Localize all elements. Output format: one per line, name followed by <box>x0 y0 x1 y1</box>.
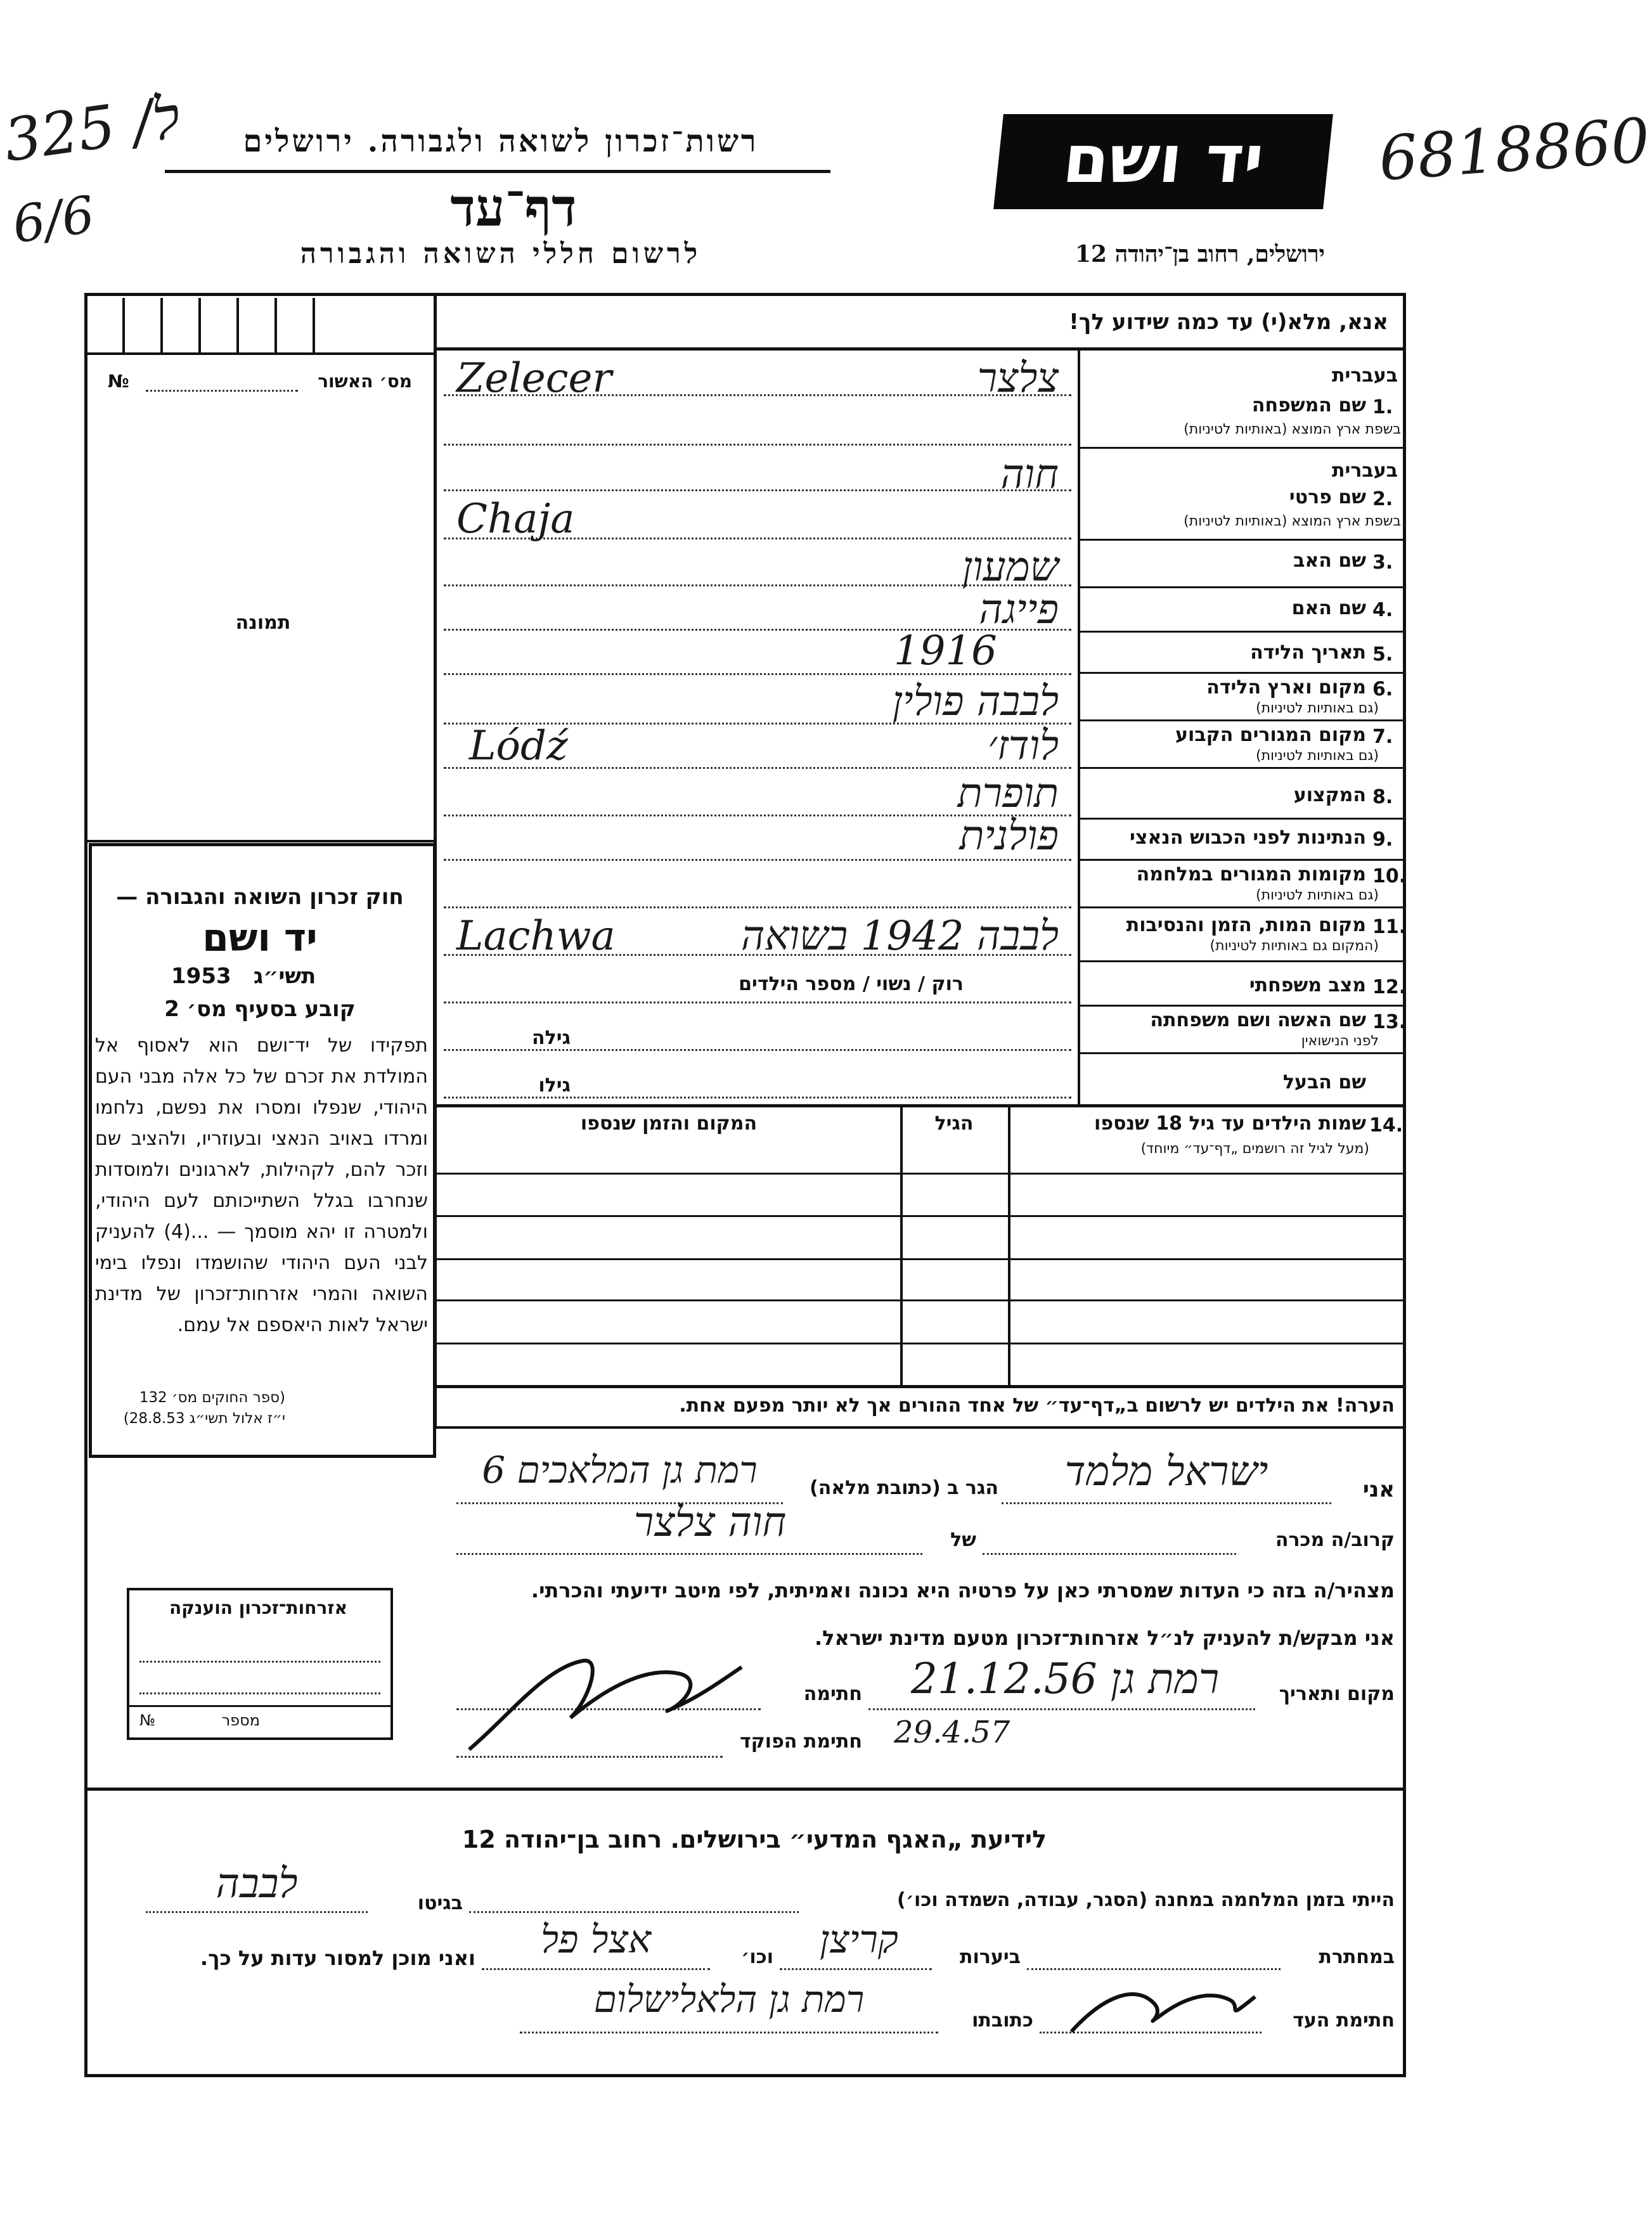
field-13-label: שם האשה ושם משפחתה <box>1150 1009 1366 1031</box>
archive-ghetto-label: בגיטו <box>417 1892 463 1914</box>
law-clause: קובע בסעיף מס׳ 2 <box>164 996 356 1022</box>
field-7-num: 7. <box>1372 726 1393 748</box>
children-col-place: המקום והזמן שנספו <box>580 1112 758 1135</box>
field-7-label: מקום המגורים הקבוע <box>1175 724 1366 746</box>
field-4-num: 4. <box>1372 599 1393 621</box>
officer-signature-label: חתימת הפוקד <box>740 1730 862 1753</box>
form-subtitle: לרשום חללי השואה והגבורה <box>300 238 702 270</box>
field-13-sub: לפני הנישואין <box>1301 1033 1379 1049</box>
archive-title: לידיעת „האגף המדעי״ בירושלים. רחוב בן־יהודה 12 <box>461 1826 1047 1853</box>
archive-and-value: אצל פל <box>540 1917 652 1962</box>
field-2-latin-value: Chaja <box>456 496 575 543</box>
place-date-label: מקום ותאריך <box>1279 1683 1395 1705</box>
field-3-value: שמעון <box>962 544 1059 591</box>
request-text: אני מבקש/ת להעניק לנ״ל אזרחות־זכרון מטעם מדינת ישראל. <box>815 1626 1395 1650</box>
field-5-value: 1916 <box>894 628 997 674</box>
field-2-label: שם פרטי <box>1289 486 1366 508</box>
field-7-latin-value: Lódź <box>469 723 568 770</box>
citizenship-number-label: מספר <box>221 1711 260 1729</box>
field-1-latin-value: Zelecer <box>456 355 612 402</box>
law-year-hebrew: תשי״ג <box>254 963 316 989</box>
field-11-latin-value: Lachwa <box>456 913 616 960</box>
signature-label: חתימה <box>803 1683 862 1705</box>
field-8-num: 8. <box>1372 786 1393 808</box>
address: ירושלים, רחוב בן־יהודה 12 <box>1074 241 1325 267</box>
law-name: יד ושם <box>202 916 318 960</box>
field-11-sub: (המקום גם באותיות לטיניות) <box>1210 938 1379 954</box>
photo-label: תמונה <box>235 612 291 634</box>
field-6-value: לבבה פולין <box>892 678 1059 725</box>
approval-number-sign: № <box>108 371 129 392</box>
field-10-label: מקומות המגורים במלחמה <box>1136 863 1366 886</box>
children-title: שמות הילדים עד גיל 18 שנספו <box>1094 1112 1366 1135</box>
field-9-label: הנתינות לפני הכבוש הנאצי <box>1130 827 1366 849</box>
declarant-of-name: חוה צלצר <box>633 1499 787 1546</box>
citizenship-number-sign: № <box>139 1711 155 1729</box>
field-8-label: המקצוע <box>1293 784 1366 806</box>
field-12-options: רוק / נשוי / מספר הילדים <box>739 973 964 995</box>
archive-underground-label: במחתרת <box>1319 1946 1395 1968</box>
field-6-sub: (גם באותיות לטיניות) <box>1256 700 1379 716</box>
declarant-address: רמת גן המלאכים 6 <box>482 1448 758 1492</box>
field-2-hebrew-value: חוה <box>1000 451 1059 498</box>
declaration-text: מצהיר/ה בזה כי העדות שמסרתי כאן על פרטיה היא נכונה ואמיתית, לפי מיטב ידיעתי והכרתי. <box>531 1578 1395 1602</box>
law-box <box>89 843 436 1458</box>
field-1-num: 1. <box>1372 396 1393 418</box>
field-1-hebrew-value: צלצר <box>977 355 1059 402</box>
witness-signature <box>1065 1971 1268 2041</box>
law-text: תפקידו של יד־ושם הוא לאסוף אל המולדת את זכרם של כל אלה מבני העם היהודי, שנפלו ומסרו את נפשם, נלחמו ומרדו באויב הנאצי ובעוזריו, ולהציב שם וזכר להם, לקהילות, לארגונים ולמוסדות שנחרבו בגלל השתייכותם לעם היהודי, ולמטרה זו יהא מוסמך — ...(4) להעניק לבני העם היהודי שהושמדו ונפלו בימי השואה והמרי אזרחות־זכרון של מדינת ישראל לאות היאספם אל עמם. <box>95 1034 428 1336</box>
law-year: 1953 <box>171 963 231 989</box>
declarant-residing-label: הגר ב (כתובת מלאה) <box>809 1477 998 1499</box>
husband-age-label: גילו <box>538 1074 571 1097</box>
archive-ready-label: ואני מוכן למסור עדות על כך. <box>200 1946 475 1970</box>
note: הערה! את הילדים יש לרשום ב„דף־עד״ של אחד ההורים אך לא יותר מפעם אחת. <box>679 1395 1395 1417</box>
field-1-in-hebrew: בעברית <box>1332 364 1398 387</box>
field-11-hebrew-value: לבבה 1942 בשואה <box>740 913 1059 960</box>
field-12-label: מצב משפחתי <box>1249 974 1366 996</box>
field-5-num: 5. <box>1372 643 1393 666</box>
declarant-relative-label: קרוב/ה מכרה <box>1275 1529 1395 1551</box>
field-8-value: תופרת <box>957 770 1059 817</box>
field-4-label: שם האם <box>1291 597 1366 619</box>
field-12-num: 12. <box>1372 976 1407 998</box>
declarant-i-label: אני <box>1362 1477 1395 1502</box>
field-1-label: שם המשפחה <box>1251 394 1366 416</box>
margin-note-top-right: 6818860 <box>1376 105 1652 195</box>
field-3-num: 3. <box>1372 551 1393 574</box>
form-title: דף־עד <box>450 177 577 238</box>
field-5-label: תאריך הלידה <box>1250 641 1366 664</box>
archive-address-value: רמת גן הלאלישלום <box>593 1978 865 2021</box>
archive-address-label: כתובתו <box>972 2009 1033 2032</box>
citizenship-title: אזרחות־זכרון הוענקה <box>169 1597 347 1618</box>
field-7-value: לודז׳ <box>988 723 1059 770</box>
logo <box>993 114 1333 209</box>
field-11-label: מקום המות, הזמן והנסיבות <box>1126 914 1366 936</box>
children-col-age: הגיל <box>934 1112 974 1135</box>
org-line: רשות־זכרון לשואה ולגבורה. ירושלים <box>243 124 759 159</box>
field-6-label: מקום וארץ הלידה <box>1206 676 1366 699</box>
archive-camp-label: הייתי בזמן המלחמה במחנה (הסגר, עבודה, השמדה וכו׳) <box>897 1889 1395 1911</box>
field-11-num: 11. <box>1372 916 1407 938</box>
field-6-num: 6. <box>1372 678 1393 700</box>
place-date-value: רמת גן 21.12.56 <box>910 1654 1220 1703</box>
field-2-sub: בשפת ארץ המוצא (באותיות לטיניות) <box>1184 513 1401 529</box>
archive-and-label: וכו׳ <box>741 1946 773 1968</box>
field-13-num: 13. <box>1372 1011 1407 1033</box>
field-9-value: פולנית <box>959 813 1059 860</box>
archive-forest-value: קריצן <box>819 1917 899 1962</box>
declarant-signature <box>456 1642 754 1762</box>
law-source-1: (ספר החוקים מס׳ 132 <box>139 1389 285 1406</box>
field-2-in-hebrew: בעברית <box>1332 460 1398 482</box>
logo-text: יד ושם <box>1059 120 1268 198</box>
field-7-sub: (גם באותיות לטיניות) <box>1256 748 1379 764</box>
law-source-2: י״ז אלול תשי״ג 28.8.53) <box>123 1410 285 1427</box>
husband-label: שם הבעל <box>1282 1071 1366 1093</box>
officer-date: 29.4.57 <box>894 1715 1010 1750</box>
declarant-of-label: של <box>950 1529 976 1551</box>
law-title: חוק זכרון השואה והגבורה — <box>116 884 404 910</box>
form-intro: אנא, מלא(י) עד כמה שידוע לך! <box>1069 309 1388 335</box>
archive-ghetto-value: לבבה <box>216 1860 298 1907</box>
field-3-label: שם האב <box>1293 550 1366 572</box>
children-sub: (מעל לגיל זה רושמים „דף־עד״ מיוחד) <box>1140 1141 1369 1157</box>
field-10-sub: (גם באותיות לטיניות) <box>1256 887 1379 903</box>
approval-label: מס׳ האשור <box>318 371 412 392</box>
field-10-num: 10. <box>1372 865 1407 887</box>
field-2-num: 2. <box>1372 488 1393 510</box>
children-num: 14. <box>1369 1114 1404 1137</box>
margin-note-top-left: ל/ 325 <box>0 83 184 175</box>
field-13-age-label: גילה <box>532 1027 571 1049</box>
archive-witness-label: חתימת העד <box>1293 2009 1395 2032</box>
archive-forest-label: ביערות <box>960 1946 1021 1968</box>
field-1-sub: בשפת ארץ המוצא (באותיות לטיניות) <box>1184 422 1401 437</box>
field-4-value: פייגה <box>979 586 1059 633</box>
field-9-num: 9. <box>1372 828 1393 851</box>
margin-note-left: 6/6 <box>9 184 98 255</box>
declarant-name: ישראל מלמד <box>1064 1448 1268 1495</box>
